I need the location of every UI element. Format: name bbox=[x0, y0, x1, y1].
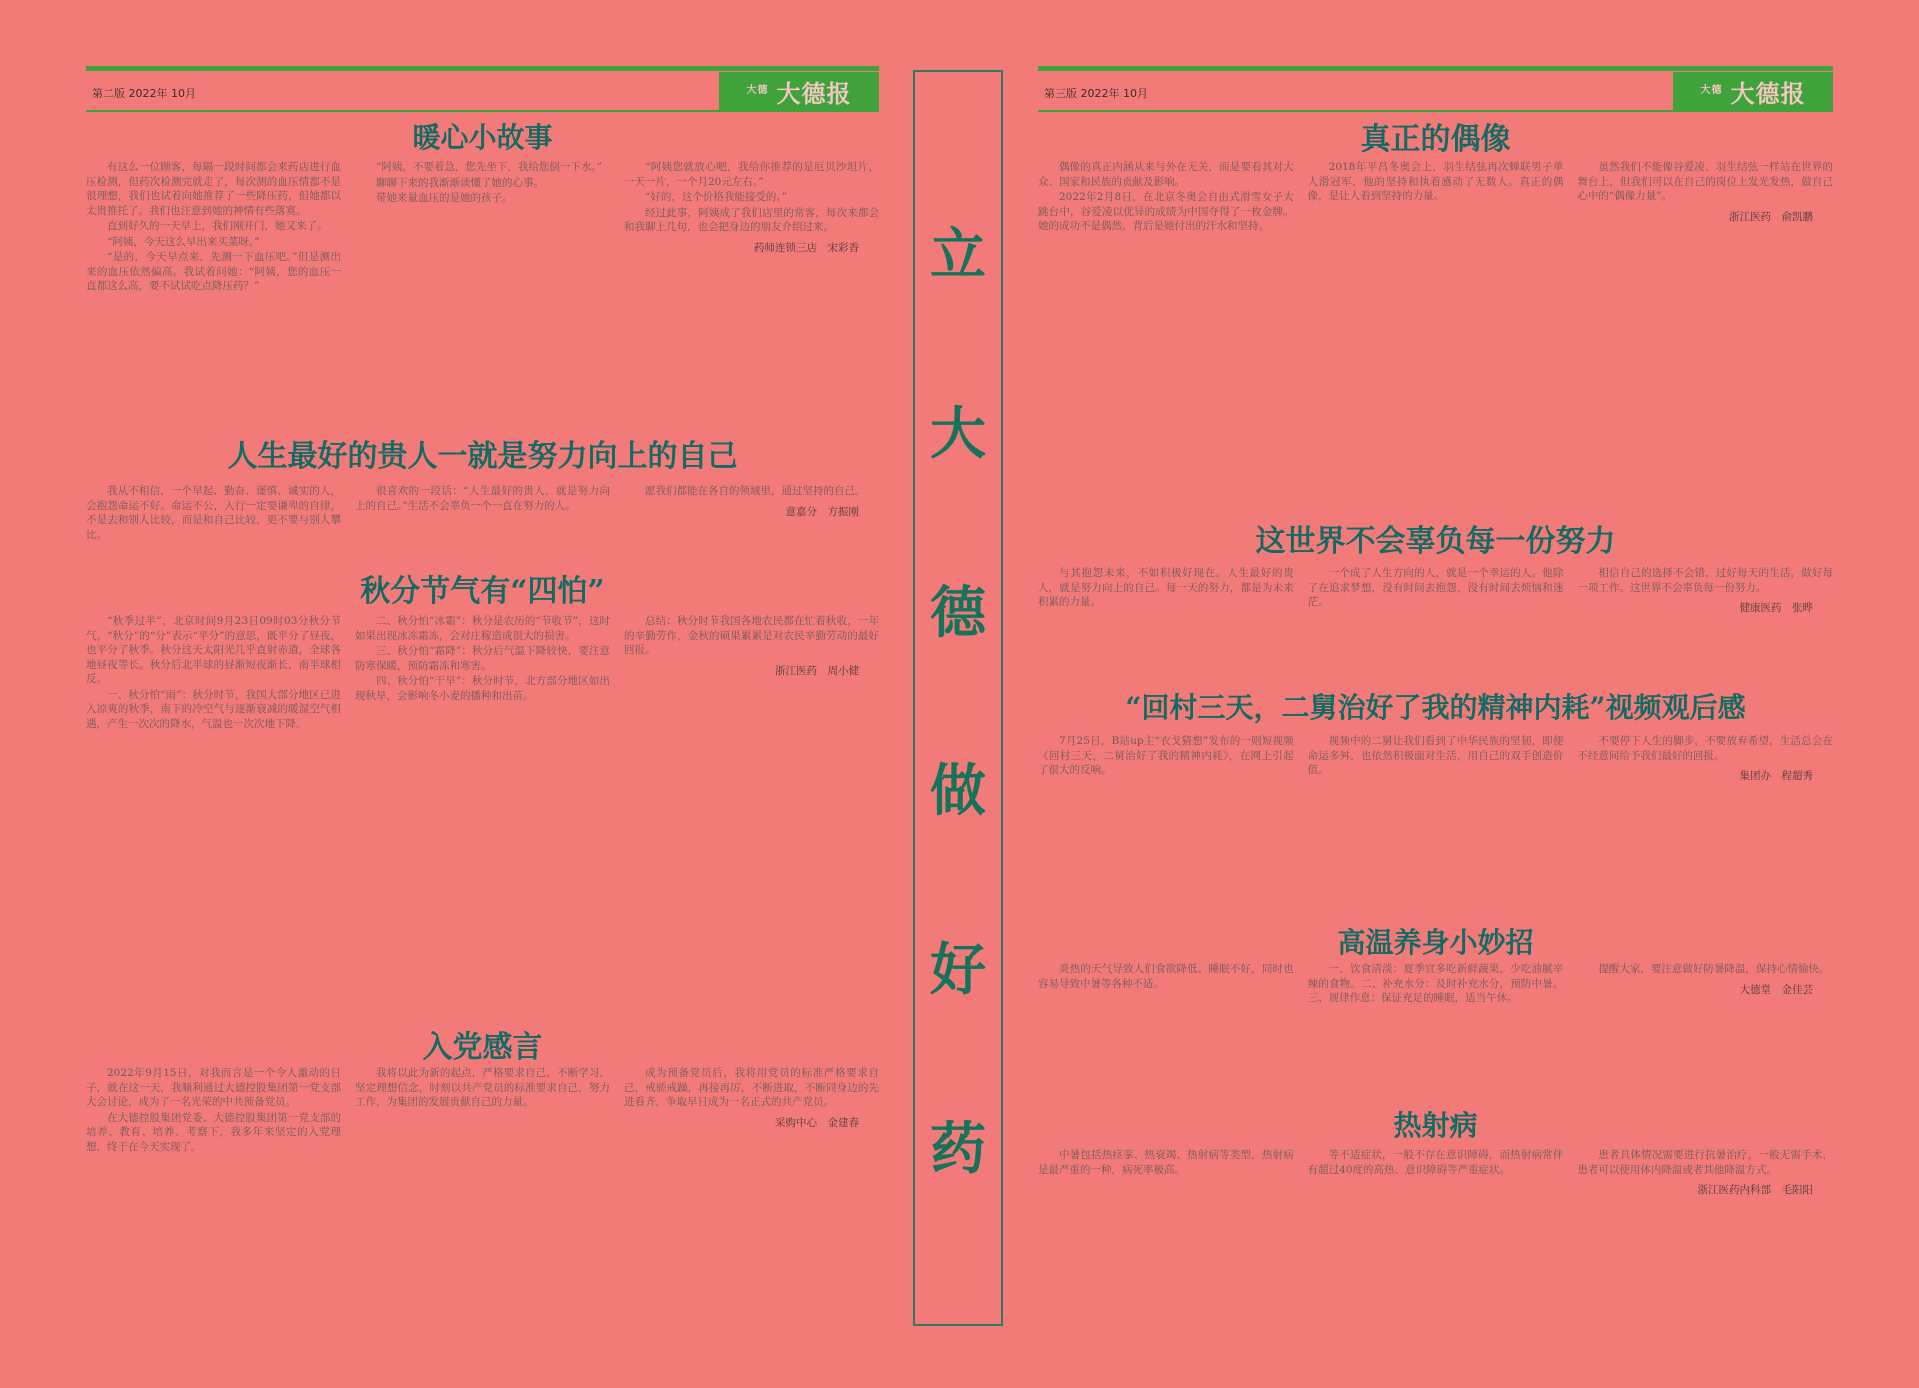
slogan-char: 立 bbox=[930, 222, 986, 289]
paragraph: “阿姨，不要着急，您先坐下，我给您倒一下水。” bbox=[376, 161, 602, 173]
article-column bbox=[86, 614, 341, 1062]
page-three bbox=[1038, 66, 1833, 1336]
article-column bbox=[624, 614, 879, 1062]
article-body bbox=[86, 160, 879, 408]
signature: 集团办 程超秀 bbox=[1739, 770, 1814, 782]
paragraph: 有这么一位顾客，每隔一段时间都会来药店进行血压检测，但药次检测完就走了，每次测的血压情都不是很理想，我们也试着向她推荐了一些降压药，但她都以太贵推托了。我们也注意到她的神情有些落寞。 bbox=[86, 161, 341, 217]
paragraph: 与其抱怨未来，不如积极好现在。人生最好的贵人，就是努力向上的自己。每一天的努力，都是为未来积累的力量。 bbox=[1038, 567, 1294, 608]
paragraph: 带她来量血压的是她的孩子。 bbox=[376, 192, 513, 204]
paragraph: 一、饮食清淡：夏季宜多吃新鲜蔬果，少吃油腻辛辣的食物。二、补充水分：及时补充水分，预防中暑。三、规律作息：保证充足的睡眠，适当午休。 bbox=[1307, 963, 1564, 1004]
paragraph: 提醒大家，要注意做好防暑降温，保持心情愉快。 bbox=[1598, 963, 1830, 975]
article-title: “回村三天，二舅治好了我的精神内耗”视频观后感 bbox=[1125, 691, 1746, 724]
paragraph: 患者具体情况需要进行抗暑治疗，一般无需手术，患者可以使用体内降温或者其他降温方式。 bbox=[1577, 1149, 1834, 1176]
article-title: 高温养身小妙招 bbox=[1337, 926, 1534, 959]
masthead-name: 大德报 bbox=[1730, 78, 1806, 108]
issue-info: 第三版 2022年 10月 bbox=[1044, 87, 1148, 100]
article-title: 这世界不会辜负每一份努力 bbox=[1255, 524, 1616, 559]
paragraph: 经过此事，阿姨成了我们店里的常客，每次来都会和我聊上几句，也会把身边的朋友介绍过来。 bbox=[624, 206, 879, 233]
article-title: 人生最好的贵人一就是努力向上的自己 bbox=[227, 439, 738, 474]
signature: 采购中心 金建春 bbox=[775, 1116, 859, 1129]
article-body bbox=[1038, 566, 1833, 671]
article-body bbox=[1038, 1148, 1833, 1328]
header-line bbox=[86, 110, 879, 112]
paragraph: 相信自己的选择不会错，过好每天的生活，做好每一项工作。这世界不会辜负每一份努力。 bbox=[1577, 567, 1834, 594]
signature: 药师连锁三店 宋彩香 bbox=[754, 241, 859, 254]
issue-info: 第二版 2022年 10月 bbox=[92, 87, 196, 100]
paragraph: 7月25日，B站up主“衣戈猜想”发布的一则短视频《回村三天，二舅治好了我的精神内耗》，在网上引起了很大的反响。 bbox=[1038, 735, 1294, 776]
paragraph: 偶像的真正内涵从来与外在无关，而是要看其对大众、国家和民族的贡献及影响。 bbox=[1038, 161, 1294, 188]
paragraph: 视频中的二舅让我们看到了中华民族的坚韧，即便命运多舛，也依然积极面对生活，用自己的双手创造价值。 bbox=[1307, 735, 1564, 776]
paragraph: 二、秋分怕“冰霜”：秋分是农历的“节收节”，这时如果出现冰冻霜冻，会对庄稼造成很大的损害。 bbox=[355, 615, 610, 642]
paragraph: 聊聊下来的我渐渐读懂了她的心事。 bbox=[376, 176, 544, 189]
article-body bbox=[86, 614, 879, 1062]
paragraph: 虽然我们不能像谷爱凌、羽生结弦一样站在世界的舞台上，但我们可以在自己的岗位上发光发热，做自己心中的“偶像力量”。 bbox=[1577, 161, 1834, 202]
paragraph: 一、秋分怕“雨”：秋分时节，我国大部分地区已进入凉爽的秋季，南下的冷空气与逐渐衰减的暖湿空气相遇，产生一次次的降水，气温也一次次地下降。 bbox=[86, 688, 341, 730]
article-title: 热射病 bbox=[1393, 1109, 1478, 1142]
slogan-char: 大 bbox=[930, 400, 986, 467]
article-column bbox=[1308, 1148, 1564, 1328]
signature: 浙江医药内科部 毛阳阳 bbox=[1697, 1184, 1814, 1196]
article-column bbox=[1577, 566, 1833, 671]
paragraph: “阿姨，今天这么早出来买菜呀。” bbox=[107, 235, 260, 248]
signature: 大德堂 金佳芸 bbox=[1739, 983, 1814, 996]
slogan-char: 好 bbox=[930, 936, 986, 1003]
article-column bbox=[1038, 566, 1294, 671]
paragraph: “阿姨您就放心吧，我给你推荐的是厄贝沙坦片，一天一片，一个月20元左右。” bbox=[624, 161, 879, 188]
paragraph: 我从不相信，一个早起、勤奋、谨慎、诚实的人，会抱怨命运不好。命运不公，入行一定要谦卑的自律，不是去和别人比较，而是和自己比较，更不要与别人攀比。 bbox=[86, 485, 341, 541]
paragraph: 等不适症状，一般不存在意识障碍，而热射病常伴有超过40度的高热、意识障碍等严重症状。 bbox=[1307, 1149, 1564, 1176]
paragraph: 炎热的天气导致人们食欲降低、睡眠不好，同时也容易导致中暑等各种不适。 bbox=[1038, 963, 1294, 990]
masthead-name: 大德报 bbox=[776, 78, 852, 108]
article-column bbox=[1038, 1148, 1294, 1328]
signature: 意嘉分 方振刚 bbox=[785, 505, 859, 518]
article-title: 暖心小故事 bbox=[412, 121, 553, 154]
masthead bbox=[1673, 72, 1833, 110]
masthead bbox=[719, 72, 879, 110]
vertical-slogan-banner bbox=[913, 70, 1003, 1326]
paragraph: 2022年9月15日，对我而言是一个令人激动的日子，就在这一天，我顺利通过大德控股集团第一党支部大会讨论，成为了一名光荣的中共预备党员。 bbox=[86, 1067, 341, 1108]
slogan-char: 药 bbox=[930, 1115, 986, 1182]
article-column bbox=[355, 614, 610, 1062]
paragraph: 愿我们都能在各自的领域里，通过坚持的自己。 bbox=[645, 485, 866, 497]
article-column bbox=[355, 1066, 610, 1328]
article-column bbox=[355, 160, 610, 408]
article-title: 真正的偶像 bbox=[1360, 122, 1511, 157]
paragraph: 直到好久的一天早上，我们刚开门，她又来了。 bbox=[107, 220, 328, 232]
paragraph: 一个成了人生方向的人，就是一个幸运的人。他除了在追求梦想，没有时间去抱怨，没有时间去烦恼和迷茫。 bbox=[1307, 567, 1564, 608]
paragraph: “好的，这个价格我能接受的。” bbox=[645, 191, 787, 203]
paragraph: 很喜欢的一段话：“人生最好的贵人，就是努力向上的自己。”生活不会辜负一个一直在努力的人。 bbox=[355, 485, 610, 512]
signature: 浙江医药 俞凯鹏 bbox=[1729, 210, 1814, 223]
signature: 健康医药 张晔 bbox=[1739, 602, 1814, 614]
header-line bbox=[1038, 110, 1833, 112]
article-column bbox=[1577, 1148, 1833, 1328]
paragraph: 成为预备党员后，我将用党员的标准严格要求自己，戒骄戒躁，再接再厉，不断进取，不断同身边的先进看齐，争取早日成为一名正式的共产党员。 bbox=[624, 1067, 879, 1108]
article-body bbox=[86, 1066, 879, 1328]
paragraph: 不要停下人生的脚步，不要放弃希望，生活总会在不经意间给予我们最好的回报。 bbox=[1577, 735, 1834, 762]
article-column bbox=[624, 1066, 879, 1328]
article-title: 秋分节气有“四怕” bbox=[360, 574, 605, 609]
top-rule bbox=[1038, 66, 1833, 71]
logo-icon: 大德 bbox=[746, 85, 769, 96]
article-column bbox=[624, 160, 879, 408]
article-title: 入党感言 bbox=[422, 1030, 543, 1065]
slogan-char: 德 bbox=[930, 579, 986, 646]
paragraph: 三、秋分怕“霜降”：秋分后气温下降较快，要注意防寒保暖，预防霜冻和寒害。 bbox=[355, 645, 610, 672]
paragraph: 总结：秋分时节我国各地农民都在忙着秋收，一年的辛勤劳作，金秋的硕果累累是对农民辛勤劳动的最好回报。 bbox=[624, 615, 879, 656]
paragraph: 中暑包括热痉挛、热衰竭、热射病等类型，热射病是最严重的一种，病死率极高。 bbox=[1038, 1149, 1294, 1176]
paragraph: 四、秋分怕“干旱”：秋分时节，北方部分地区如出现秋旱，会影响冬小麦的播种和出苗。 bbox=[355, 675, 610, 702]
logo-icon: 大德 bbox=[1700, 85, 1723, 96]
article-column bbox=[86, 1066, 341, 1328]
paragraph: 2022年2月8日，在北京冬奥会自由式滑雪女子大跳台中，谷爱凌以优异的成绩为中国夺得了一枚金牌。她的成功不是偶然，背后是她付出的汗水和坚持。 bbox=[1038, 191, 1294, 232]
page-two bbox=[86, 66, 879, 1336]
top-rule bbox=[86, 66, 879, 71]
paragraph: 在大德控股集团党委、大德控股集团第一党支部的培养、教育、培养、考察下，我多年来坚定的入党理想，终于在今天实现了。 bbox=[86, 1111, 341, 1153]
paragraph: “秋季过半”，北京时间9月23日09时03分秋分节气。“秋分”的“分”表示“平分”的意思，既平分了昼夜，也平分了秋季。秋分这天太阳光几乎直射赤道，全球各地昼夜等长。秋分后北半球的昼渐短夜渐长，南半球相反。 bbox=[86, 615, 341, 685]
slogan-char: 做 bbox=[930, 758, 986, 825]
signature: 浙江医药 周小健 bbox=[775, 664, 859, 677]
paragraph: 2018年平昌冬奥会上，羽生结弦再次蝉联男子单人滑冠军，他的坚持和执着感动了无数人。真正的偶像，是让人看到坚持的力量。 bbox=[1307, 161, 1564, 202]
article-column bbox=[86, 160, 341, 408]
paragraph: 我将以此为新的起点，严格要求自己，不断学习，坚定理想信念，时刻以共产党员的标准要求自己，努力工作，为集团的发展贡献自己的力量。 bbox=[355, 1067, 610, 1108]
article-column bbox=[1308, 566, 1564, 671]
paragraph: “是的，今天早点来，先测一下血压吧。”但是测出来的血压依然偏高。我试着问她：“阿姨，您的血压一直都这么高，要不试试吃点降压药？” bbox=[86, 251, 341, 292]
